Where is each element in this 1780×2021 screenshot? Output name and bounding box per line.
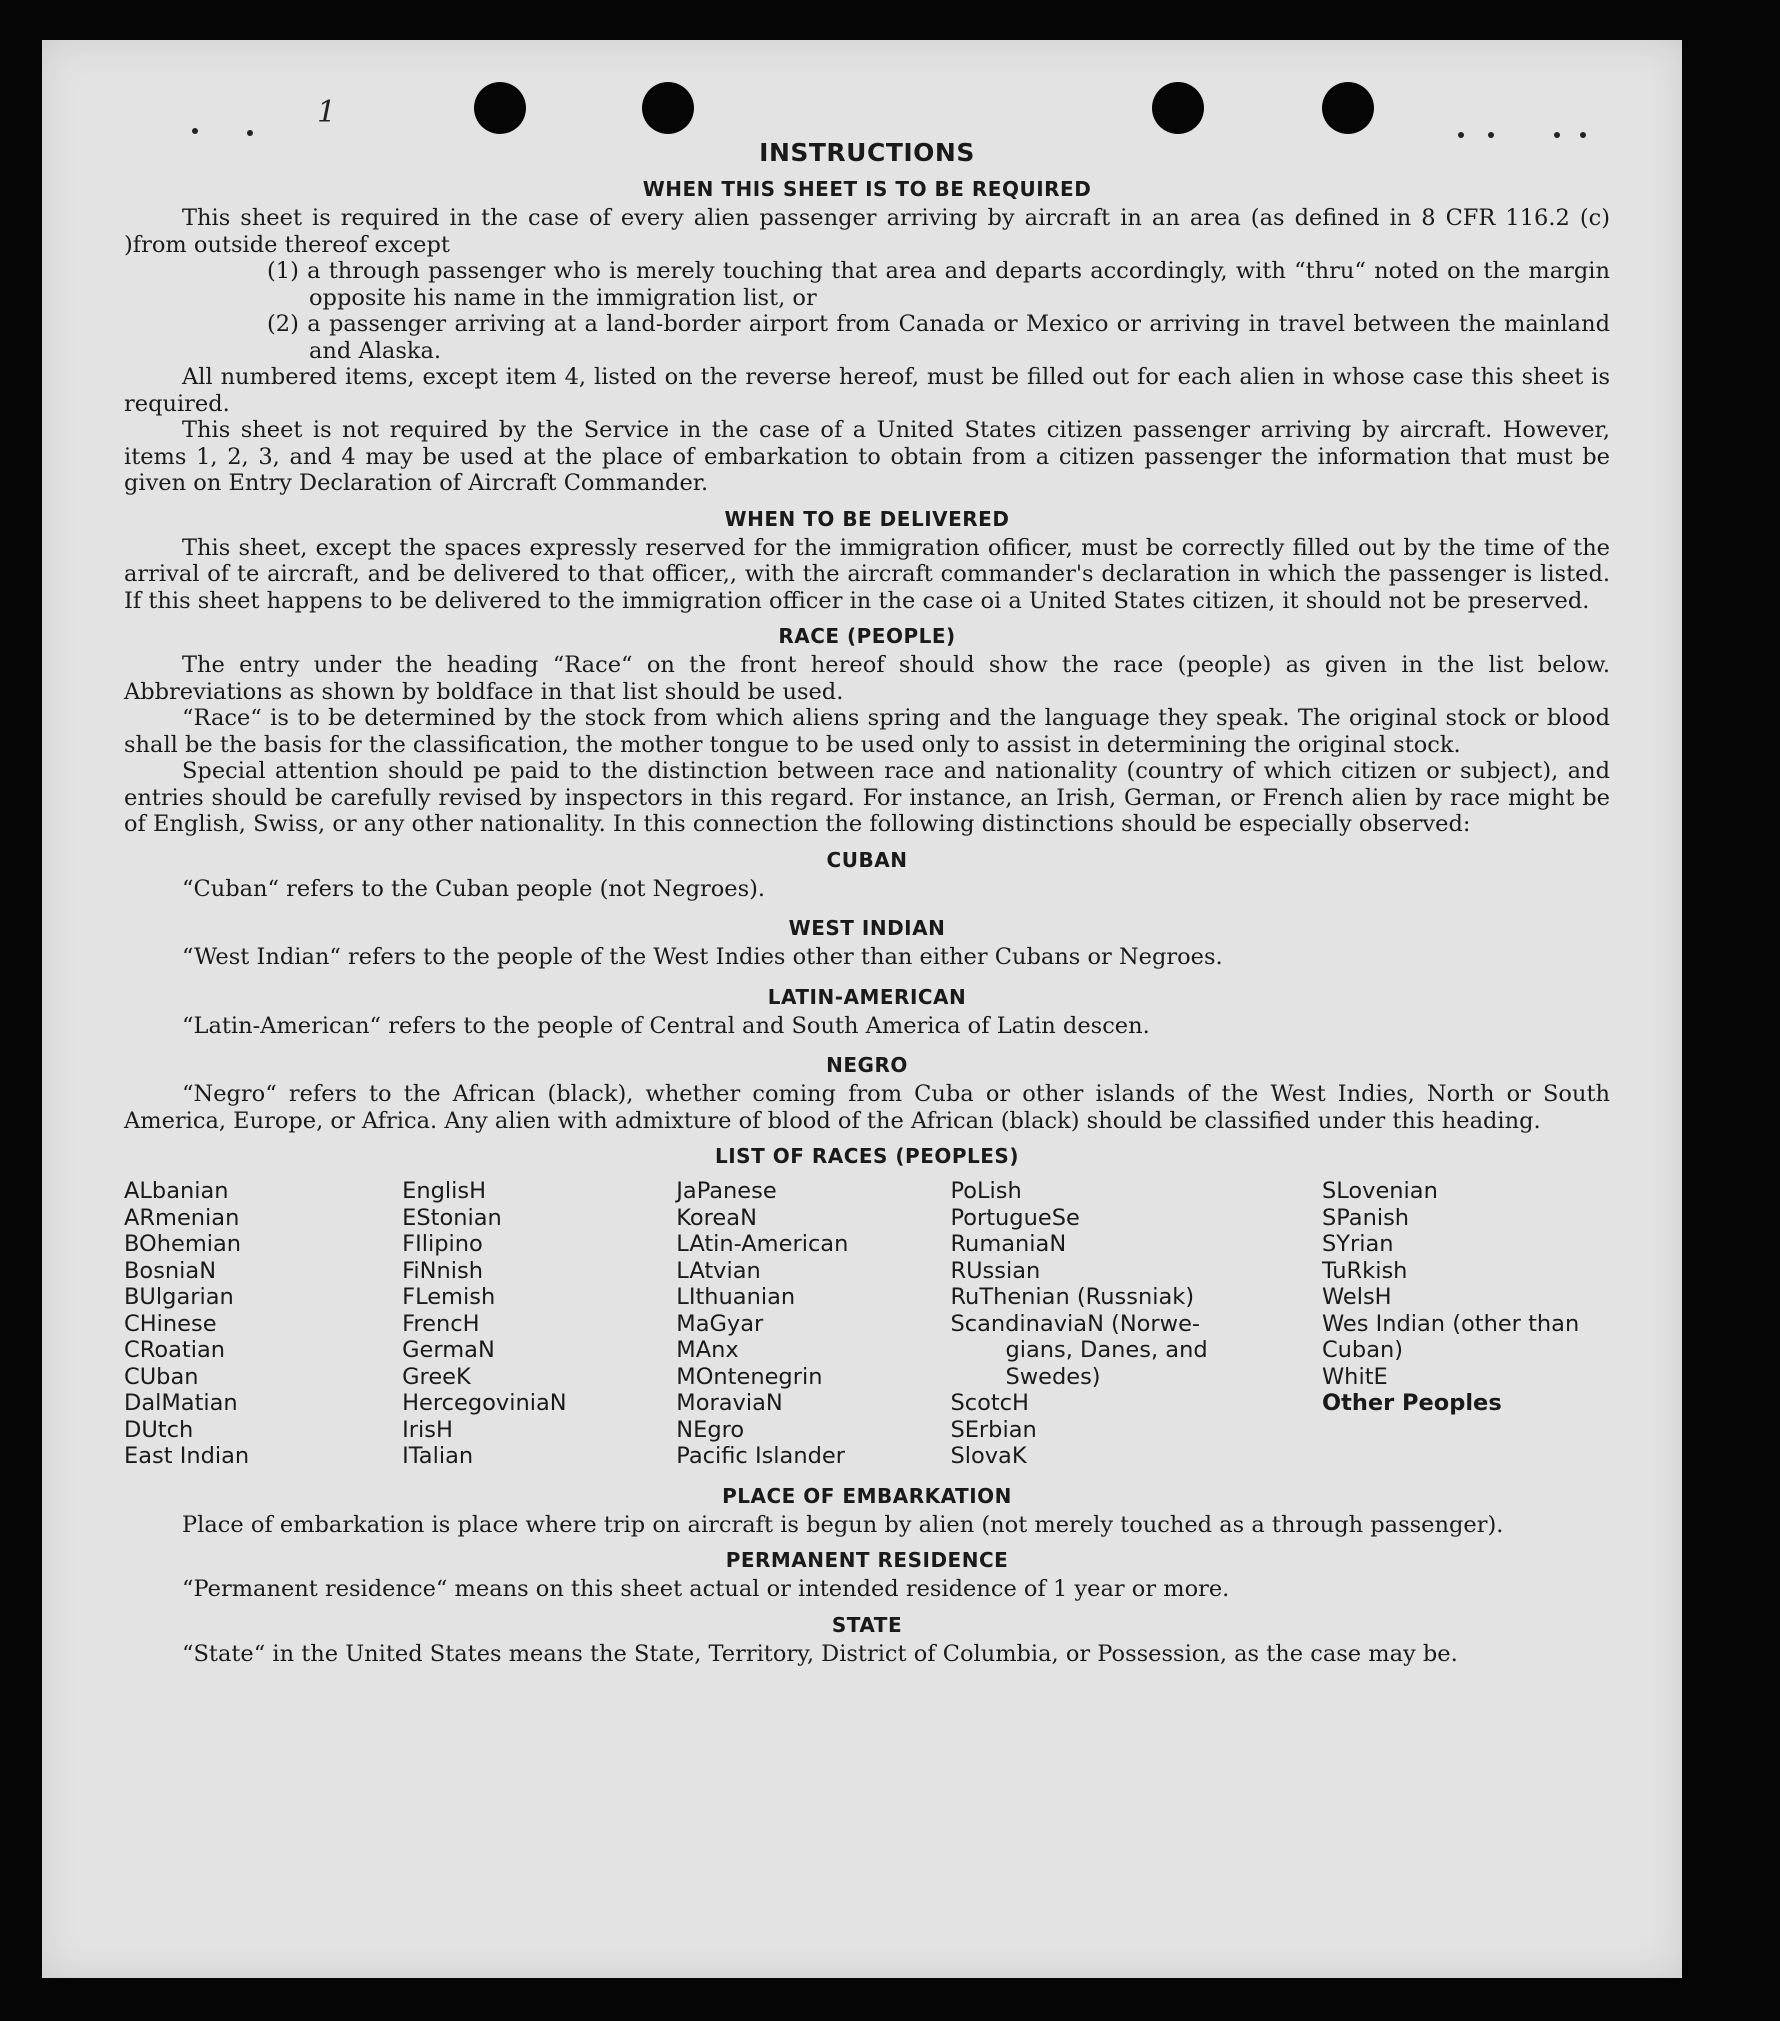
delivered-text: This sheet, except the spaces expressly reserved for the immigration ofificer, must be correctly filled out by the time of the arrival of te aircraft, and be delivered to that officer,, with the aircraft commander's declaration in which the passenger is listed. If this sheet happens to be delivered to the immigration officer in the case oi a United States citizen, it should not be preserved. [124, 534, 1610, 614]
document-page [42, 40, 1682, 1978]
race-column-5 [1322, 1178, 1610, 1470]
race-item: FIlipino [402, 1231, 483, 1257]
race-item: SlovaK [950, 1443, 1027, 1469]
heading-when-delivered: WHEN TO BE DELIVERED [724, 506, 1010, 531]
residence-text: “Permanent residence“ means on this sheet actual or intended residence of 1 year or more. [182, 1576, 1230, 1602]
race-item: East Indian [124, 1443, 250, 1469]
race-item: SErbian [950, 1416, 1037, 1443]
race-item: SPanish [1321, 1204, 1410, 1231]
embarkation-text: Place of embarkation is place where trip on aircraft is begun by alien (not merely touched as a through passenger). [182, 1511, 1504, 1538]
race-item: MAnx [676, 1337, 739, 1363]
race-item: LAtvian [676, 1257, 761, 1284]
exception-item: (1) a through passenger who is merely touching that area and departs accordingly, with “thru“ noted on the margin opposite his name in the immigration list, or [267, 258, 1610, 311]
race-item: WelsH [1321, 1284, 1392, 1310]
race-item: WhitE [1321, 1363, 1388, 1390]
instructions-body [124, 100, 1610, 1667]
race-item: SYrian [1321, 1231, 1394, 1257]
race-item: FrencH [402, 1310, 480, 1337]
page-title: INSTRUCTIONS [759, 138, 975, 167]
race-item: RumaniaN [950, 1231, 1067, 1257]
state-text: “State“ in the United States means the State, Territory, District of Columbia, or Possession, as the case may be. [182, 1640, 1458, 1667]
race-item: EnglisH [402, 1178, 487, 1204]
race-item: GermaN [402, 1337, 495, 1363]
page-number: 1 [317, 95, 337, 130]
west-indian-text: “West Indian“ refers to the people of the West Indies other than either Cubans or Negroes. [182, 944, 1223, 970]
race-item: MOntenegrin [676, 1363, 823, 1390]
race-item: KoreaN [676, 1204, 757, 1231]
race-item: FiNnish [402, 1257, 484, 1284]
race-item: RUssian [950, 1257, 1041, 1284]
race-item: CUban [124, 1363, 199, 1390]
race-item: SLovenian [1321, 1178, 1438, 1204]
race-item: ScotcH [950, 1390, 1029, 1416]
negro-text: “Negro“ refers to the African (black), whether coming from Cuba or other islands of the West Indies, North or South America, Europe, or Africa. Any alien with admixture of blood of the African (black) should be classified under this heading. [124, 1081, 1610, 1134]
race-para-2: “Race“ is to be determined by the stock from which aliens spring and the language they speak. The original stock or blood shall be the basis for the classification, the mother tongue to be used only to assist in determining the original stock. [124, 705, 1610, 758]
race-item: MaGyar [676, 1310, 764, 1337]
heading-west-indian: WEST INDIAN [788, 916, 946, 940]
race-item: FLemish [402, 1284, 496, 1310]
exception-item: (2) a passenger arriving at a land-border airport from Canada or Mexico or arriving in travel between the mainland and Alaska. [267, 311, 1610, 364]
heading-list-of-races: LIST OF RACES (PEOPLES) [715, 1144, 1019, 1168]
race-item: MoraviaN [676, 1390, 783, 1416]
race-column-1 [124, 1178, 402, 1470]
required-intro: This sheet is required in the case of every alien passenger arriving by aircraft in an area (as defined in 8 CFR 116.2 (c) )from outside thereof except [124, 205, 1610, 258]
race-column-2 [402, 1178, 676, 1470]
race-item: CHinese [124, 1310, 217, 1337]
heading-race: RACE (PEOPLE) [778, 624, 956, 648]
race-item-continued: gians, Danes, and [1005, 1337, 1208, 1363]
race-item: PortugueSe [950, 1204, 1080, 1231]
heading-cuban: CUBAN [826, 847, 908, 872]
races-list [124, 1178, 1610, 1470]
latin-american-text: “Latin-American“ refers to the people of Central and South America of Latin descen. [182, 1012, 1150, 1039]
race-item: DUtch [124, 1416, 194, 1443]
race-item-continued: Swedes) [1005, 1363, 1101, 1390]
race-item: NEgro [676, 1416, 745, 1443]
required-para-2: All numbered items, except item 4, listed on the reverse hereof, must be filled out for each alien in whose case this sheet is required. [124, 364, 1610, 417]
race-item: PoLish [950, 1178, 1022, 1204]
race-item: JaPanese [676, 1178, 777, 1204]
race-item: TuRkish [1321, 1257, 1408, 1284]
race-item: GreeK [402, 1363, 471, 1390]
race-para-1: The entry under the heading “Race“ on the front hereof should show the race (people) as given in the list below. Abbreviations as shown by boldface in that list should be used. [124, 652, 1610, 705]
race-item: BosniaN [124, 1257, 217, 1284]
heading-latin-american: LATIN-AMERICAN [767, 984, 967, 1009]
race-item: CRoatian [124, 1337, 226, 1363]
race-item: LIthuanian [676, 1284, 796, 1310]
race-item: ALbanian [124, 1178, 229, 1204]
race-item: EStonian [402, 1204, 502, 1231]
race-item: Wes Indian (other than Cuban) [1321, 1310, 1580, 1363]
heading-when-required: WHEN THIS SHEET IS TO BE REQUIRED [642, 177, 1092, 201]
heading-state: STATE [831, 1612, 903, 1637]
race-column-3 [676, 1178, 950, 1470]
race-para-3: Special attention should pe paid to the distinction between race and nationality (country of which citizen or subject), and entries should be carefully revised by inspectors in this regard. For instance, an Irish, German, or French alien by race might be of English, Swiss, or any other nationality. In this connection the following distinctions should be especially observed: [124, 758, 1610, 837]
race-item: BOhemian [124, 1231, 242, 1257]
heading-place-of-embarkation: PLACE OF EMBARKATION [722, 1483, 1012, 1508]
race-item: DalMatian [124, 1390, 238, 1416]
race-item: ARmenian [124, 1204, 240, 1231]
cuban-text: “Cuban“ refers to the Cuban people (not Negroes). [182, 875, 766, 902]
race-item: LAtin-American [676, 1231, 849, 1257]
required-para-3: This sheet is not required by the Service in the case of a United States citizen passenger arriving by aircraft. However, items 1, 2, 3, and 4 may be used at the place of embarkation to obtain from a citizen passenger the information that must be given on Entry Declaration of Aircraft Commander. [124, 417, 1610, 496]
race-item: ScandinaviaN (Norwe- [950, 1310, 1201, 1337]
heading-permanent-residence: PERMANENT RESIDENCE [725, 1548, 1009, 1572]
heading-negro: NEGRO [826, 1053, 908, 1077]
race-item: Pacific Islander [676, 1443, 845, 1469]
race-item: RuThenian (Russniak) [950, 1284, 1195, 1310]
race-column-4 [950, 1178, 1322, 1470]
race-item: ITalian [402, 1443, 474, 1469]
race-item: BUlgarian [124, 1284, 234, 1310]
race-item-other-peoples: Other Peoples [1321, 1390, 1502, 1416]
race-item: IrisH [402, 1416, 453, 1443]
race-item: HercegoviniaN [402, 1390, 567, 1416]
